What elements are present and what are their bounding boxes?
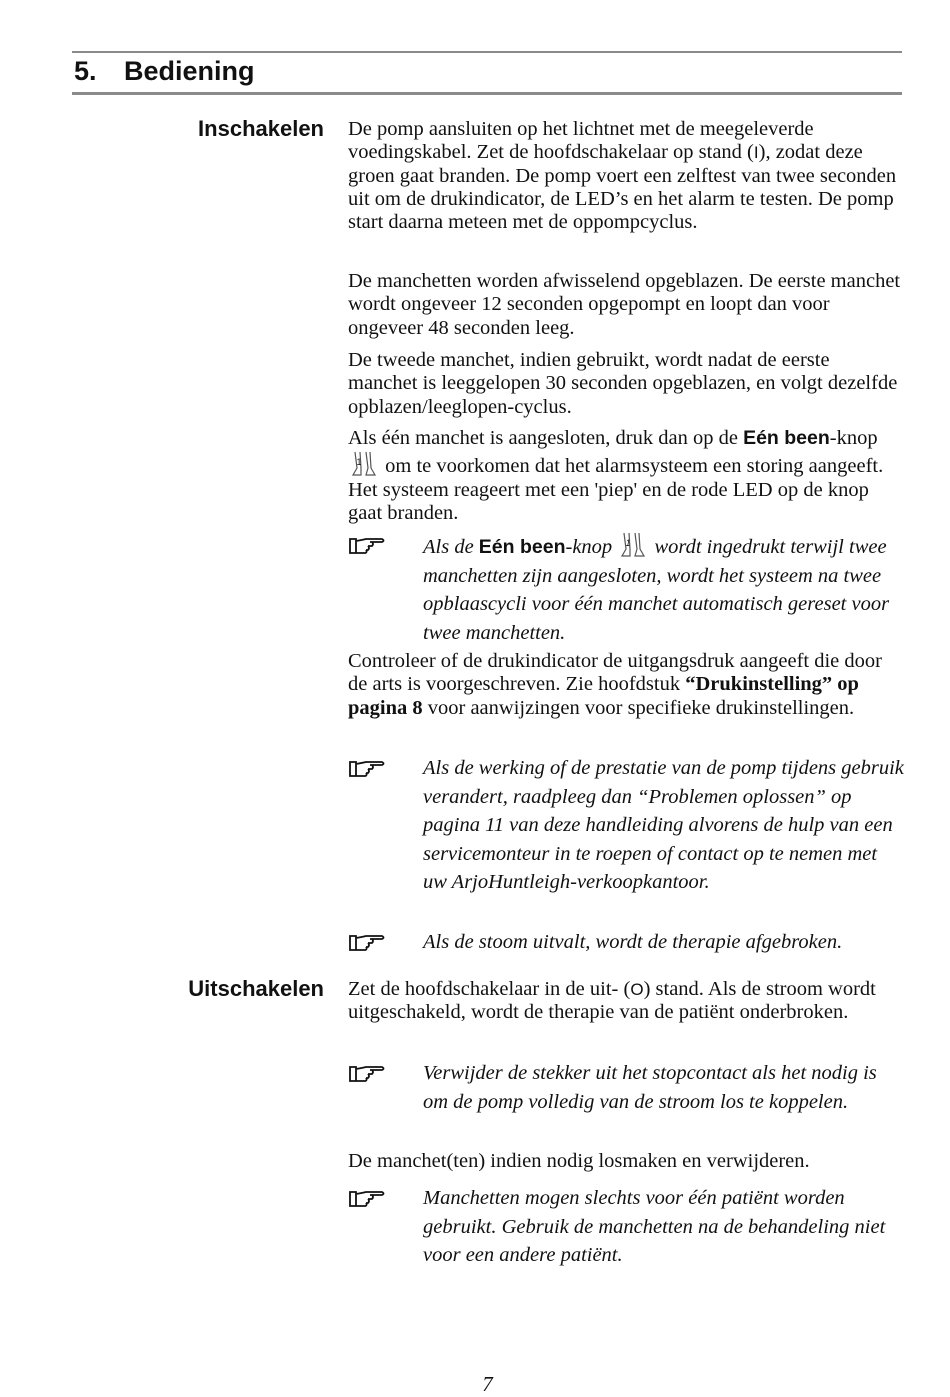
note-unplug: [348, 1059, 904, 1116]
svg-text:1: 1: [356, 457, 362, 468]
off-p1-text-a: Zet de hoofdschakelaar in de uit- (: [348, 978, 631, 1000]
p3-text: De tweede manchet, indien gebruikt, wordt nadat de eerste manchet is leeggelopen 30 seconden opgeblazen, en volgt dezelfde opblazen/leeglopen-cyclus.: [348, 349, 898, 418]
note1-text-c: wordt ingedrukt terwijl twee manchetten zijn aangesloten, wordt het systeem na twee opblaascycli voor één manchet automatisch gereset voor twee manchetten.: [423, 536, 890, 644]
paragraph-inschakelen-4: [348, 427, 904, 525]
single-leg-label: Eén been: [743, 427, 830, 449]
paragraph-inschakelen-3: [348, 349, 904, 419]
paragraph-uitschakelen-2: [348, 1150, 904, 1173]
svg-text:1: 1: [625, 538, 631, 548]
cross-reference-drukinstelling[interactable]: “Drukinstelling” op pagina 8: [348, 673, 859, 719]
paragraph-inschakelen-1: [348, 118, 904, 234]
p1-text-a: De pomp aansluiten op het lichtnet met de meegeleverde voedingskabel. Zet de hoofdschakelaar op stand (: [348, 118, 814, 164]
header-rule-bottom: [72, 92, 902, 95]
pointing-hand-icon: [348, 1059, 388, 1087]
pointing-hand-icon: [348, 754, 388, 782]
p5-text-b: voor aanwijzingen voor specifieke drukinstellingen.: [422, 696, 855, 719]
chapter-heading: [74, 55, 255, 87]
on-symbol: I: [753, 143, 759, 163]
note3-text: Als de stoom uitvalt, wordt de therapie afgebroken.: [423, 931, 843, 953]
off-note1-text: Verwijder de stekker uit het stopcontact als het nodig is om de pomp volledig van de stroom los te koppelen.: [423, 1062, 877, 1113]
off-p2-text: De manchet(ten) indien nodig losmaken en verwijderen.: [348, 1150, 810, 1172]
off-note2-text: Manchetten mogen slechts voor één patiënt worden gebruikt. Gebruik de manchetten na de behandeling niet voor een andere patiënt.: [423, 1187, 886, 1266]
chapter-title: Bediening: [124, 56, 255, 86]
pointing-hand-icon: [348, 531, 388, 559]
section-heading-uitschakelen: Uitschakelen: [188, 976, 324, 1001]
p2-text: De manchetten worden afwisselend opgeblazen. De eerste manchet wordt ongeveer 12 seconden opgepompt en loopt dan voor ongeveer 48 seconden leeg.: [348, 270, 901, 339]
note-single-patient: [348, 1184, 904, 1270]
p4-text-c: om te voorkomen dat het alarmsysteem een storing aangeeft. Het systeem reageert met een 'piep' en de rode LED op de knop gaat branden.: [348, 455, 884, 524]
single-leg-label-note: Eén been: [478, 536, 566, 558]
paragraph-inschakelen-2: [348, 270, 904, 340]
chapter-number: 5.: [74, 56, 97, 86]
note1-text-b: -knop: [565, 536, 613, 558]
p1-text-b: ), zodat deze groen gaat branden. De pomp voert een zelftest van twee seconden uit om de drukindicator, de LED’s en het alarm te testen. De pomp start daarna meteen met de oppompcyclus.: [348, 141, 897, 234]
section-heading-inschakelen: Inschakelen: [198, 116, 324, 141]
p5-text-a: Controleer of de drukindicator de uitgangsdruk aangeeft die door de arts is voorgeschreven. Zie hoofdstuk: [348, 650, 882, 696]
note1-text-a: Als de: [423, 536, 479, 558]
paragraph-uitschakelen-1: [348, 978, 904, 1025]
note-single-leg-reset: [348, 531, 904, 647]
p4-text-a: Als één manchet is aangesloten, druk dan op de: [348, 427, 744, 449]
pointing-hand-icon: [348, 1184, 388, 1212]
off-symbol: O: [630, 980, 644, 999]
off-p1-text-b: ) stand. Als de stroom wordt uitgeschakeld, wordt de therapie van de patiënt onderbroken.: [348, 978, 876, 1024]
paragraph-inschakelen-5: [348, 650, 904, 720]
p4-text-b: -knop: [829, 427, 878, 449]
single-leg-button-icon: [349, 450, 379, 478]
note-power-failure: [348, 928, 904, 957]
header-rule-top: [72, 51, 902, 53]
page-number: 7: [482, 1372, 493, 1396]
note-troubleshooting: [348, 754, 904, 897]
single-leg-button-icon: [618, 531, 648, 559]
note2-text: Als de werking of de prestatie van de pomp tijdens gebruik verandert, raadpleeg dan “Problemen oplossen” op pagina 11 van deze handleiding alvorens de hulp van een servicemonteur in te roepen of contact op te nemen met uw ArjoHuntleigh-verkoopkantoor.: [423, 757, 904, 893]
pointing-hand-icon: [348, 928, 388, 956]
